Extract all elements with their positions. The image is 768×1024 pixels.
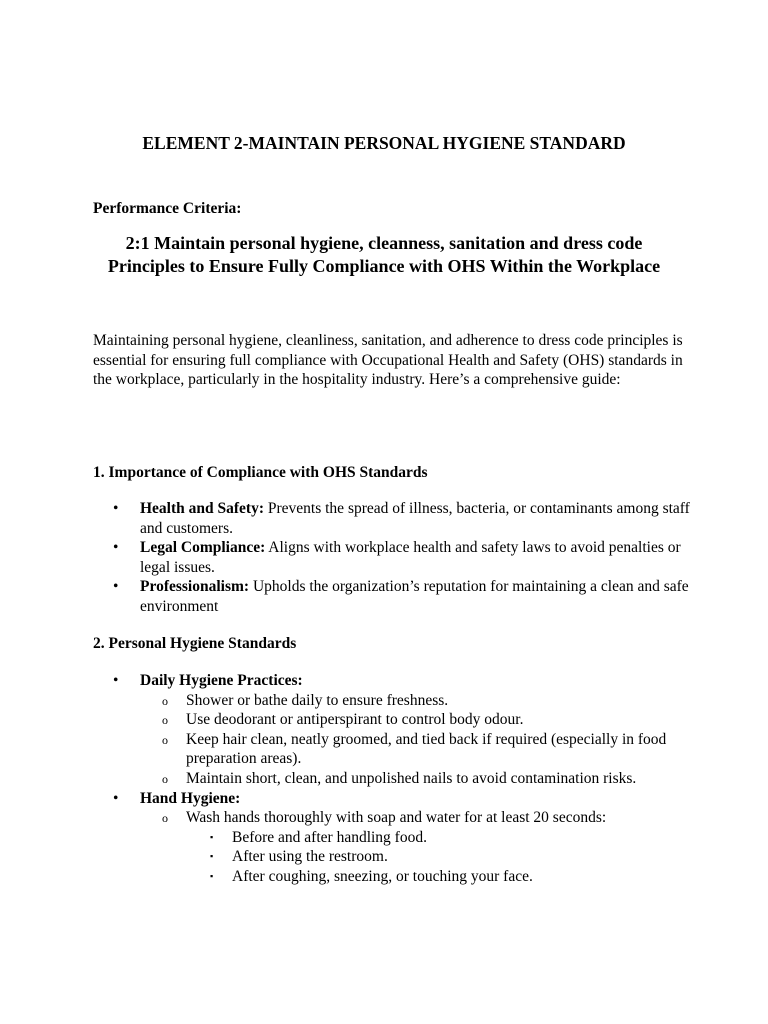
bullet-icon: • <box>113 539 119 557</box>
list-item-daily-hygiene <box>93 671 693 789</box>
list-item <box>186 828 693 848</box>
square-bullet-icon: ▪ <box>210 870 214 881</box>
item-text: Maintain short, clean, and unpolished nails to avoid contamination risks. <box>186 769 637 787</box>
bullet-icon: • <box>113 578 119 596</box>
item-label: Professionalism: <box>140 578 250 596</box>
item-text: Aligns with workplace health and safety laws to avoid penalties or legal issues. <box>140 539 681 576</box>
item-text: Before and after handling food. <box>232 828 427 846</box>
hand-wash-moments-list <box>186 828 693 887</box>
circle-bullet-icon: o <box>162 732 168 747</box>
item-label: Health and Safety: <box>140 500 264 517</box>
bullet-icon: • <box>113 500 119 517</box>
list-item <box>93 499 693 538</box>
item-text: After using the restroom. <box>232 848 388 866</box>
list-item <box>93 577 693 616</box>
circle-bullet-icon: o <box>162 811 168 826</box>
list-item <box>140 769 693 789</box>
item-text: After coughing, sneezing, or touching your face. <box>232 867 533 885</box>
list-item <box>140 808 693 886</box>
list-item <box>93 538 693 577</box>
list-item <box>186 867 693 887</box>
item-text: Wash hands thoroughly with soap and water for at least 20 seconds: <box>186 809 607 827</box>
performance-criteria-label: Performance Criteria: <box>93 200 242 217</box>
item-text: Shower or bathe daily to ensure freshness. <box>186 691 449 709</box>
personal-hygiene-list <box>93 671 693 887</box>
item-label: Legal Compliance: <box>140 539 266 557</box>
item-label: Daily Hygiene Practices: <box>140 672 303 689</box>
circle-bullet-icon: o <box>162 693 168 708</box>
hand-hygiene-sublist <box>140 808 693 886</box>
list-item <box>140 730 693 769</box>
bullet-icon: • <box>113 789 119 807</box>
list-item <box>140 691 693 711</box>
intro-paragraph: Maintaining personal hygiene, cleanliness, sanitation, and adherence to dress code principles is essential for ensuring full compliance with Occupational Health and Safety (OHS) standards in the workplace, particularly in the hospitality industry. Here’s a comprehensive guide: <box>93 332 683 389</box>
section-heading-ohs-compliance: 1. Importance of Compliance with OHS Standards <box>93 464 428 481</box>
daily-hygiene-sublist <box>140 691 693 789</box>
square-bullet-icon: ▪ <box>210 831 214 842</box>
list-item <box>186 847 693 867</box>
item-label: Hand Hygiene: <box>140 789 241 807</box>
element-title: ELEMENT 2-MAINTAIN PERSONAL HYGIENE STANDARD <box>142 133 626 153</box>
square-bullet-icon: ▪ <box>210 851 214 862</box>
circle-bullet-icon: o <box>162 713 168 728</box>
list-item <box>140 710 693 730</box>
item-text: Prevents the spread of illness, bacteria, or contaminants among staff and customers. <box>140 500 690 537</box>
section-heading-personal-hygiene: 2. Personal Hygiene Standards <box>93 635 297 652</box>
bullet-icon: • <box>113 672 119 689</box>
list-item-hand-hygiene <box>93 789 693 887</box>
ohs-compliance-list <box>93 499 693 617</box>
circle-bullet-icon: o <box>162 771 168 786</box>
item-text: Upholds the organization’s reputation for maintaining a clean and safe environment <box>140 578 689 615</box>
criterion-title: 2:1 Maintain personal hygiene, cleanness, sanitation and dress code Principles to Ensure Fully Compliance with OHS Within the Workplace <box>107 233 661 276</box>
item-text: Keep hair clean, neatly groomed, and tied back if required (especially in food preparation areas). <box>186 730 667 768</box>
item-text: Use deodorant or antiperspirant to control body odour. <box>186 711 524 729</box>
